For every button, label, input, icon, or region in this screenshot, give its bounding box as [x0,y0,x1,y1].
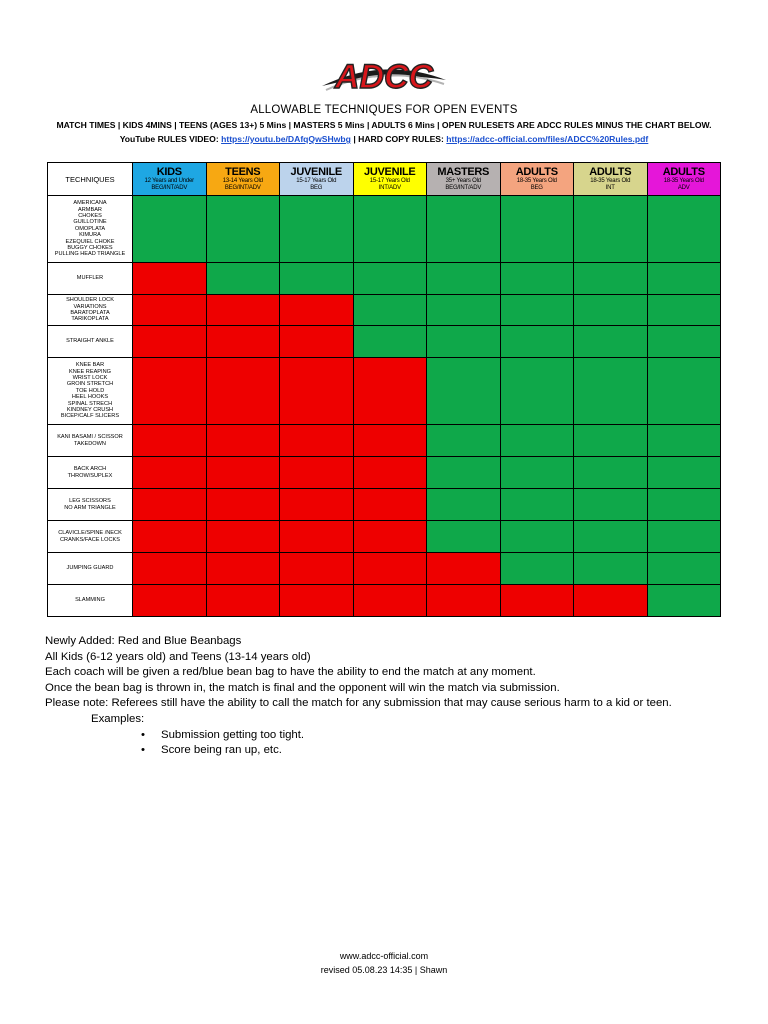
video-label: YouTube RULES VIDEO: [119,134,222,144]
allowed-cell [280,196,354,263]
allowed-cell [353,196,427,263]
allowed-cell [647,196,721,263]
rules-links [0,134,768,144]
technique-name: STRAIGHT ANKLE [66,338,114,345]
not-allowed-cell [206,521,280,553]
technique-label [48,553,133,585]
note-line: Each coach will be given a red/blue bean bag to have the ability to end the match at any moment. [45,666,536,679]
table-row [48,263,721,295]
notes-section [45,634,672,759]
footer-site: www.adcc-official.com [339,951,429,961]
technique-name: VARIATIONS [73,303,107,310]
technique-name: THROW/SUPLEX [67,472,113,479]
technique-name: PULLING HEAD TRIANGLE [54,251,126,258]
not-allowed-cell [133,553,207,585]
allowed-cell [500,263,574,295]
note-line: Newly Added: Red and Blue Beanbags [45,635,242,647]
allowed-cell [647,521,721,553]
not-allowed-cell [133,425,207,457]
not-allowed-cell [133,457,207,489]
allowed-cell [647,295,721,326]
technique-name: LEG SCISSORS [69,498,111,505]
technique-label [48,358,133,425]
rules-pdf-link[interactable]: https://adcc-official.com/files/ADCC%20Rules.pdf [446,134,649,144]
not-allowed-cell [280,295,354,326]
table-row [48,489,721,521]
not-allowed-cell [500,585,574,617]
note-line: Once the bean bag is thrown in, the match is final and the opponent will win the match via submission. [45,681,560,694]
allowed-cell [500,489,574,521]
technique-name: KIMURA [79,232,101,239]
technique-label [48,489,133,521]
allowed-cell [427,295,501,326]
allowed-cell [647,489,721,521]
not-allowed-cell [280,358,354,425]
not-allowed-cell [353,489,427,521]
adcc-logo [318,50,450,102]
technique-name: NO ARM TRIANGLE [64,504,116,511]
technique-name: ARMBAR [78,206,102,213]
technique-name: OMOPLATA [74,225,106,232]
technique-name: EZEQUIEL CHOKE [65,238,115,245]
table-header-row [48,163,721,196]
allowed-cell [500,295,574,326]
allowed-cell [206,196,280,263]
allowed-cell [574,263,648,295]
technique-name: BUGGY CHOKES [67,245,113,252]
allowed-cell [647,457,721,489]
technique-name: TAKEDOWN [74,440,106,447]
not-allowed-cell [206,358,280,425]
technique-name: SLAMMING [75,597,105,604]
allowed-cell [500,326,574,358]
allowed-cell [574,425,648,457]
technique-label [48,457,133,489]
not-allowed-cell [133,326,207,358]
allowed-cell [500,457,574,489]
not-allowed-cell [206,553,280,585]
technique-label [48,326,133,358]
not-allowed-cell [206,457,280,489]
allowed-cell [574,326,648,358]
allowed-cell [647,263,721,295]
not-allowed-cell [353,425,427,457]
allowed-cell [574,196,648,263]
logo-text: ADCC [334,58,434,96]
technique-name: GROIN STRETCH [66,381,114,388]
column-header: JUVENILE 15-17 Years Old BEG [280,163,354,196]
list-item: • Submission getting too tight. [161,728,672,744]
allowed-cell [427,358,501,425]
technique-name: GUILLOTINE [73,219,107,226]
not-allowed-cell [574,585,648,617]
match-times: MATCH TIMES | KIDS 4MINS | TEENS (AGES 13+) 5 Mins | MASTERS 5 Mins | ADULTS 6 Mins | OPEN RULESETS ARE ADCC RULES MINUS THE CHART BELOW. [56,120,712,130]
column-header: ADULTS 18-35 Years Old BEG [500,163,574,196]
not-allowed-cell [280,489,354,521]
allowed-cell [574,521,648,553]
not-allowed-cell [280,521,354,553]
not-allowed-cell [133,358,207,425]
technique-name: KNEE REAPING [69,368,111,375]
table-row [48,196,721,263]
not-allowed-cell [427,553,501,585]
technique-name: BARATOPLATA [70,310,110,316]
not-allowed-cell [206,585,280,617]
allowed-cell [574,295,648,326]
allowed-cell [500,521,574,553]
column-header: TEENS 13-14 Years Old BEG/INT/ADV [206,163,280,196]
technique-name: TARIKOPLATA [71,316,109,323]
note-line: All Kids (6-12 years old) and Teens (13-14 years old) [45,650,311,663]
table-row [48,585,721,617]
allowed-cell [427,489,501,521]
technique-name: SHOULDER LOCK [66,297,114,304]
note-line: Please note: Referees still have the ability to call the match for any submission that may cause serious harm to a kid or teen. [45,697,672,710]
not-allowed-cell [133,295,207,326]
column-header: KIDS 12 Years and Under BEG/INT/ADV [133,163,207,196]
allowed-cell [647,358,721,425]
technique-label [48,585,133,617]
examples-list [45,728,672,759]
allowed-cell [353,326,427,358]
not-allowed-cell [353,358,427,425]
allowed-cell [647,585,721,617]
table-row [48,521,721,553]
technique-label [48,425,133,457]
list-item: • Score being ran up, etc. [161,743,672,759]
technique-name: KINDNEY CRUSH [66,407,114,414]
not-allowed-cell [133,263,207,295]
technique-name: BICEP/CALF SLICERS [60,413,120,420]
allowed-cell [647,553,721,585]
table-row [48,358,721,425]
bullet-icon: • [141,728,145,741]
allowed-cell [427,196,501,263]
technique-name: HEEL HOOKS [71,394,109,401]
not-allowed-cell [280,553,354,585]
not-allowed-cell [133,489,207,521]
allowed-cell [427,263,501,295]
allowed-cell [647,326,721,358]
not-allowed-cell [133,521,207,553]
allowed-cell [647,425,721,457]
technique-name: CLAVICLE/SPINE /NECK [58,530,122,537]
column-header: ADULTS 18-35 Years Old ADV [647,163,721,196]
techniques-header: TECHNIQUES [48,163,133,196]
not-allowed-cell [353,553,427,585]
technique-label [48,196,133,263]
allowed-cell [133,196,207,263]
allowed-cell [427,326,501,358]
table-row [48,553,721,585]
column-header: ADULTS 18-35 Years Old INT [574,163,648,196]
column-header: MASTERS 35+ Years Old BEG/INT/ADV [427,163,501,196]
page-title: ALLOWABLE TECHNIQUES FOR OPEN EVENTS [250,104,518,116]
table-row [48,457,721,489]
technique-name: KNEE BAR [75,362,105,369]
allowed-cell [574,489,648,521]
technique-name: SPINAL STRECH [67,400,113,407]
allowed-cell [427,521,501,553]
footer-revised: revised 05.08.23 14:35 | Shawn [320,965,448,975]
technique-name: AMERICANA [73,200,107,207]
table-body [48,196,721,617]
technique-name: MUFFLER [76,275,104,282]
not-allowed-cell [427,585,501,617]
allowed-cell [500,358,574,425]
not-allowed-cell [206,425,280,457]
allowed-cell [353,263,427,295]
technique-label [48,263,133,295]
allowed-cell [427,425,501,457]
allowed-cell [574,457,648,489]
technique-name: KANI BASAMI / SCISSOR [57,434,123,441]
allowed-cell [353,295,427,326]
video-link[interactable]: https://youtu.be/DAfqQwSHwbg [221,134,351,144]
not-allowed-cell [206,326,280,358]
table-row [48,425,721,457]
examples-label: Examples: [91,712,145,725]
techniques-table [47,162,721,617]
allowed-cell [500,553,574,585]
allowed-cell [427,457,501,489]
not-allowed-cell [353,585,427,617]
allowed-cell [206,263,280,295]
table-row [48,295,721,326]
not-allowed-cell [206,295,280,326]
technique-name: CRANKS/FACE LOCKS [60,536,120,543]
allowed-cell [280,263,354,295]
technique-label [48,295,133,326]
technique-name: JUMPING GUARD [66,565,114,572]
allowed-cell [574,358,648,425]
technique-name: TOE HOLD [75,387,105,394]
not-allowed-cell [353,521,427,553]
technique-name: WRIST LOCK [72,374,108,381]
link-separator: | HARD COPY RULES: [350,134,447,144]
technique-name: CHOKES [78,212,102,219]
bullet-icon: • [141,744,145,757]
allowed-cell [500,196,574,263]
technique-name: BACK ARCH [73,466,107,473]
not-allowed-cell [280,585,354,617]
not-allowed-cell [280,457,354,489]
not-allowed-cell [353,457,427,489]
table-row [48,326,721,358]
technique-label [48,521,133,553]
column-header: JUVENILE 15-17 Years Old INT/ADV [353,163,427,196]
not-allowed-cell [206,489,280,521]
not-allowed-cell [133,585,207,617]
allowed-cell [500,425,574,457]
not-allowed-cell [280,425,354,457]
not-allowed-cell [280,326,354,358]
allowed-cell [574,553,648,585]
